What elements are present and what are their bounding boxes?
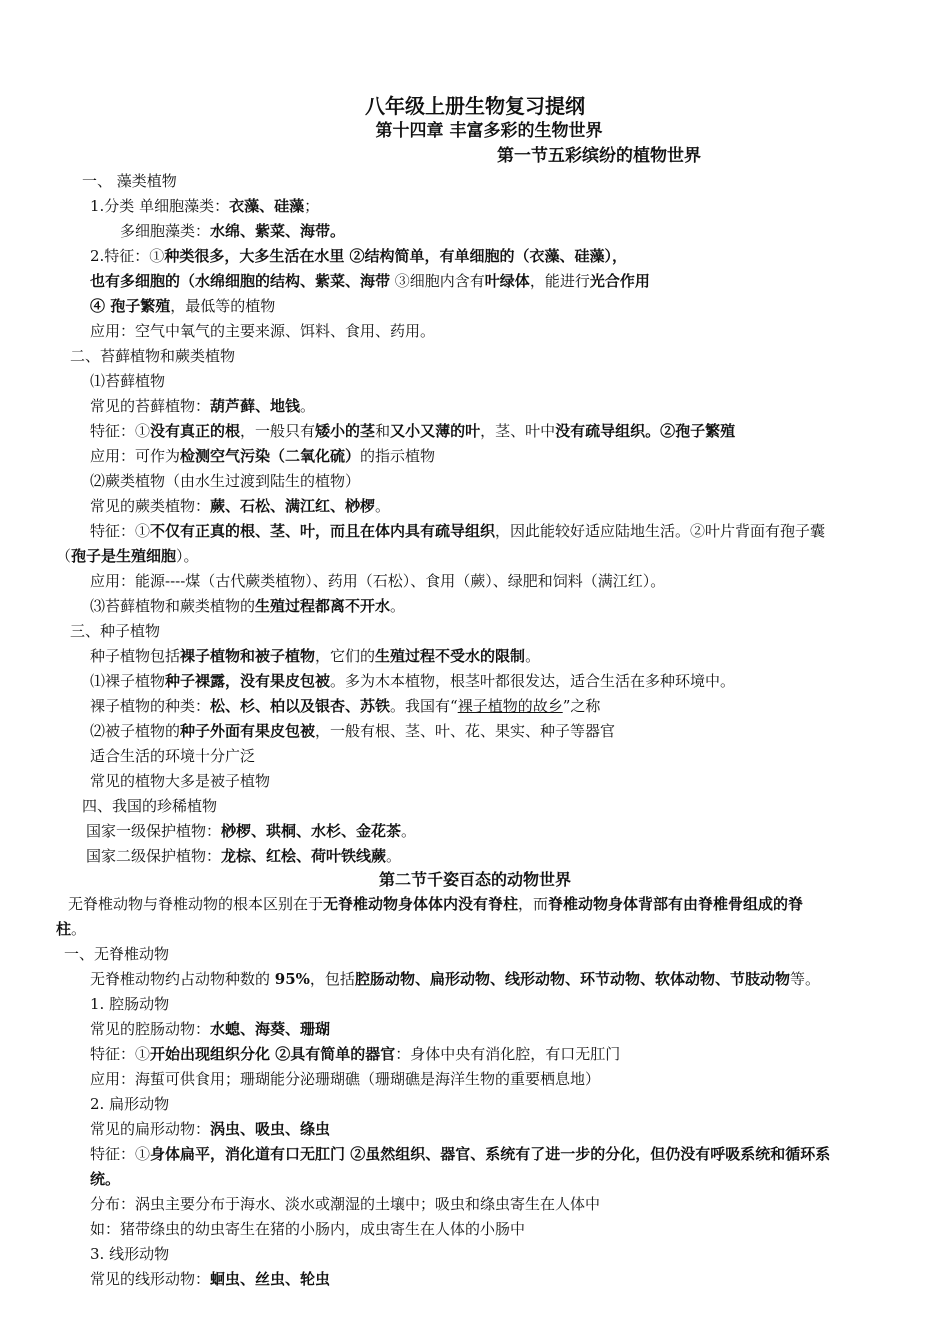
- moss-heading: ⑴苔藓植物: [90, 372, 166, 390]
- algae-multicell: 多细胞藻类：水绵、紫菜、海带。: [120, 222, 346, 240]
- gymnosperm: ⑴裸子植物种子裸露，没有果皮包被。多为木本植物，根茎叶都很发达，适合生活在多种环境中。: [90, 672, 736, 690]
- algae-feature-3: ④ 孢子繁殖，最低等的植物: [90, 297, 276, 315]
- invertebrate-heading: 一、无脊椎动物: [64, 945, 170, 963]
- fern-common: 常见的蕨类植物：蕨、石松、满江红、桫椤。: [90, 497, 391, 515]
- gymnosperm-kinds: 裸子植物的种类：松、杉、柏以及银杏、苏铁。我国有“裸子植物的故乡”之称: [90, 697, 601, 715]
- rare-level-1: 国家一级保护植物：桫椤、珙桐、水杉、金花茶。: [86, 822, 417, 840]
- fern-feature: 特征：①不仅有正真的根、茎、叶，而且在体内具有疏导组织，因此能较好适应陆地生活。②叶片背面有孢子囊: [90, 522, 826, 540]
- section2-intro-2: 柱。: [56, 920, 87, 938]
- moss-fern-heading: 二、苔藓植物和蕨类植物: [70, 347, 236, 365]
- seed-heading: 三、种子植物: [70, 622, 161, 640]
- doc-title: 八年级上册生物复习提纲: [365, 94, 585, 118]
- algae-classify: 1.分类 单细胞藻类：衣藻、硅藻；: [90, 197, 320, 215]
- section1-heading: 第一节五彩缤纷的植物世界: [497, 146, 701, 166]
- moss-common: 常见的苔藓植物：葫芦藓、地钱。: [90, 397, 316, 415]
- flatworm-example: 如：猪带绦虫的幼虫寄生在猪的小肠内，成虫寄生在人体的小肠中: [90, 1220, 526, 1238]
- moss-fern-reproduction: ⑶苔藓植物和蕨类植物的生殖过程都离不开水。: [90, 597, 406, 615]
- flatworm-distribution: 分布：涡虫主要分布于海水、淡水或潮湿的土壤中；吸虫和绦虫寄生在人体中: [90, 1195, 601, 1213]
- fern-use: 应用：能源----煤（古代蕨类植物）、药用（石松）、食用（蕨）、绿肥和饲料（满江红）。: [90, 572, 666, 590]
- angiosperm-common: 常见的植物大多是被子植物: [90, 772, 271, 790]
- flatworm-heading: 2. 扁形动物: [90, 1095, 170, 1113]
- coelenterate-feature: 特征：①开始出现组织分化 ②具有简单的器官：身体中央有消化腔，有口无肛门: [90, 1045, 621, 1063]
- moss-use: 应用：可作为检测空气污染（二氧化硫）的指示植物: [90, 447, 436, 465]
- algae-use: 应用：空气中氧气的主要来源、饵料、食用、药用。: [90, 322, 436, 340]
- coelenterate-common: 常见的腔肠动物：水螅、海葵、珊瑚: [90, 1020, 331, 1038]
- section2-intro: 无脊椎动物与脊椎动物的根本区别在于无脊椎动物身体体内没有脊柱，而脊椎动物身体背部有由脊椎骨组成的脊: [68, 895, 804, 913]
- algae-feature-1: 2.特征：①种类很多，大多生活在水里 ②结构简单，有单细胞的（衣藻、硅藻），: [90, 247, 628, 265]
- nematode-heading: 3. 线形动物: [90, 1245, 170, 1263]
- algae-feature-2: 也有多细胞的（水绵细胞的结构、紫菜、海带 ③细胞内含有叶绿体，能进行光合作用: [90, 272, 650, 290]
- coelenterate-heading: 1. 腔肠动物: [90, 995, 170, 1013]
- coelenterate-use: 应用：海蜇可供食用；珊瑚能分泌珊瑚礁（珊瑚礁是海洋生物的重要栖息地）: [90, 1070, 601, 1088]
- seed-intro: 种子植物包括裸子植物和被子植物，它们的生殖过程不受水的限制。: [90, 647, 541, 665]
- rare-level-2: 国家二级保护植物：龙棕、红桧、荷叶铁线蕨。: [86, 847, 402, 865]
- invertebrate-intro: 无脊椎动物约占动物种数的 95%，包括腔肠动物、扁形动物、线形动物、环节动物、软体动物、节肢动物等。: [90, 970, 820, 988]
- section2-heading: 第二节千姿百态的动物世界: [378, 870, 571, 889]
- angiosperm-env: 适合生活的环境十分广泛: [90, 747, 256, 765]
- flatworm-common: 常见的扁形动物：涡虫、吸虫、绦虫: [90, 1120, 331, 1138]
- nematode-common: 常见的线形动物：蛔虫、丝虫、轮虫: [90, 1270, 331, 1288]
- moss-feature: 特征：①没有真正的根，一般只有矮小的茎和又小又薄的叶，茎、叶中没有疏导组织。②孢子繁殖: [90, 422, 736, 440]
- fern-feature-2: （孢子是生殖细胞）。: [56, 547, 199, 565]
- angiosperm: ⑵被子植物的种子外面有果皮包被，一般有根、茎、叶、花、果实、种子等器官: [90, 722, 616, 740]
- flatworm-feature: 特征：①身体扁平，消化道有口无肛门 ②虽然组织、器官、系统有了进一步的分化，但仍没有呼吸系统和循环系: [90, 1145, 831, 1163]
- rare-heading: 四、我国的珍稀植物: [82, 797, 218, 815]
- fern-heading: ⑵蕨类植物（由水生过渡到陆生的植物）: [90, 472, 361, 490]
- flatworm-feature-2: 统。: [90, 1170, 121, 1188]
- chapter-heading: 第十四章 丰富多彩的生物世界: [375, 121, 603, 141]
- algae-heading: 一、 藻类植物: [82, 172, 177, 190]
